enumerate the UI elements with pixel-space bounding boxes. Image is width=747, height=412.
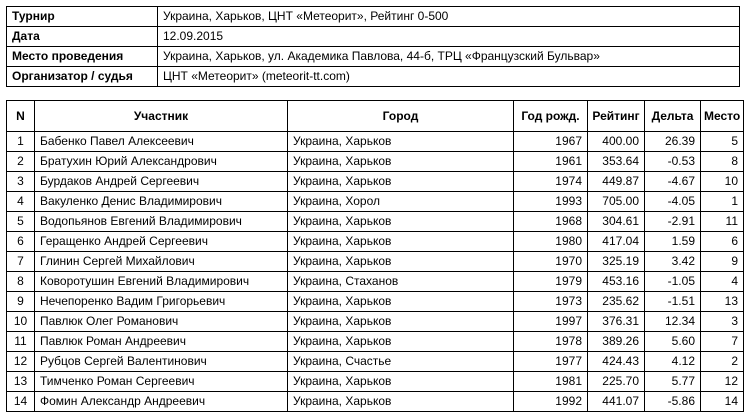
table-row xyxy=(7,372,744,392)
cell-rating: 417.04 xyxy=(588,232,645,252)
cell-delta: 5.77 xyxy=(645,372,701,392)
tournament-info-table xyxy=(6,6,740,87)
results-body xyxy=(7,132,744,412)
cell-n: 9 xyxy=(7,292,35,312)
cell-rating: 376.31 xyxy=(588,312,645,332)
cell-place: 8 xyxy=(701,152,744,172)
cell-year: 1977 xyxy=(514,352,588,372)
cell-city: Украина, Харьков xyxy=(288,332,514,352)
header-city: Город xyxy=(288,101,514,132)
cell-rating: 304.61 xyxy=(588,212,645,232)
table-row xyxy=(7,212,744,232)
header-delta: Дельта xyxy=(645,101,701,132)
cell-place: 10 xyxy=(701,172,744,192)
cell-rating: 449.87 xyxy=(588,172,645,192)
cell-name: Коворотушин Евгений Владимирович xyxy=(35,272,288,292)
cell-city: Украина, Харьков xyxy=(288,212,514,232)
info-row-date xyxy=(7,27,740,47)
table-row xyxy=(7,272,744,292)
cell-place: 4 xyxy=(701,272,744,292)
info-value: Украина, Харьков, ул. Академика Павлова, 44-б, ТРЦ «Французский Бульвар» xyxy=(158,47,740,67)
cell-n: 11 xyxy=(7,332,35,352)
cell-name: Братухин Юрий Александрович xyxy=(35,152,288,172)
cell-delta: -4.05 xyxy=(645,192,701,212)
cell-name: Тимченко Роман Сергеевич xyxy=(35,372,288,392)
cell-rating: 325.19 xyxy=(588,252,645,272)
cell-place: 6 xyxy=(701,232,744,252)
cell-place: 5 xyxy=(701,132,744,152)
table-row xyxy=(7,192,744,212)
cell-rating: 400.00 xyxy=(588,132,645,152)
info-key: Турнир xyxy=(7,7,158,27)
cell-rating: 225.70 xyxy=(588,372,645,392)
cell-rating: 424.43 xyxy=(588,352,645,372)
cell-n: 8 xyxy=(7,272,35,292)
header-name: Участник xyxy=(35,101,288,132)
cell-city: Украина, Харьков xyxy=(288,132,514,152)
cell-delta: 1.59 xyxy=(645,232,701,252)
info-key: Место проведения xyxy=(7,47,158,67)
cell-place: 1 xyxy=(701,192,744,212)
cell-name: Бурдаков Андрей Сергеевич xyxy=(35,172,288,192)
cell-name: Геращенко Андрей Сергеевич xyxy=(35,232,288,252)
cell-place: 14 xyxy=(701,392,744,412)
cell-city: Украина, Харьков xyxy=(288,172,514,192)
cell-n: 1 xyxy=(7,132,35,152)
cell-place: 3 xyxy=(701,312,744,332)
info-row-tournament xyxy=(7,7,740,27)
cell-city: Украина, Харьков xyxy=(288,392,514,412)
cell-year: 1978 xyxy=(514,332,588,352)
cell-year: 1981 xyxy=(514,372,588,392)
cell-year: 1970 xyxy=(514,252,588,272)
header-place: Место xyxy=(701,101,744,132)
cell-rating: 453.16 xyxy=(588,272,645,292)
cell-name: Фомин Александр Андреевич xyxy=(35,392,288,412)
cell-name: Вакуленко Денис Владимирович xyxy=(35,192,288,212)
cell-city: Украина, Харьков xyxy=(288,152,514,172)
cell-city: Украина, Харьков xyxy=(288,232,514,252)
cell-year: 1967 xyxy=(514,132,588,152)
cell-n: 12 xyxy=(7,352,35,372)
cell-year: 1997 xyxy=(514,312,588,332)
cell-city: Украина, Харьков xyxy=(288,292,514,312)
cell-n: 7 xyxy=(7,252,35,272)
cell-year: 1979 xyxy=(514,272,588,292)
cell-n: 4 xyxy=(7,192,35,212)
cell-year: 1992 xyxy=(514,392,588,412)
cell-year: 1973 xyxy=(514,292,588,312)
info-value: 12.09.2015 xyxy=(158,27,740,47)
cell-year: 1993 xyxy=(514,192,588,212)
cell-year: 1961 xyxy=(514,152,588,172)
header-rating: Рейтинг xyxy=(588,101,645,132)
cell-rating: 235.62 xyxy=(588,292,645,312)
cell-delta: 3.42 xyxy=(645,252,701,272)
cell-name: Нечепоренко Вадим Григорьевич xyxy=(35,292,288,312)
cell-year: 1980 xyxy=(514,232,588,252)
cell-n: 2 xyxy=(7,152,35,172)
table-row xyxy=(7,152,744,172)
cell-n: 13 xyxy=(7,372,35,392)
table-row xyxy=(7,292,744,312)
cell-city: Украина, Харьков xyxy=(288,372,514,392)
table-row xyxy=(7,232,744,252)
table-row xyxy=(7,252,744,272)
cell-n: 6 xyxy=(7,232,35,252)
cell-delta: 12.34 xyxy=(645,312,701,332)
results-table xyxy=(6,100,744,412)
cell-delta: 26.39 xyxy=(645,132,701,152)
info-key: Дата xyxy=(7,27,158,47)
cell-name: Рубцов Сергей Валентинович xyxy=(35,352,288,372)
table-row xyxy=(7,172,744,192)
header-year: Год рожд. xyxy=(514,101,588,132)
table-row xyxy=(7,132,744,152)
cell-year: 1974 xyxy=(514,172,588,192)
cell-delta: 4.12 xyxy=(645,352,701,372)
cell-city: Украина, Харьков xyxy=(288,252,514,272)
cell-delta: -2.91 xyxy=(645,212,701,232)
cell-delta: -1.51 xyxy=(645,292,701,312)
cell-rating: 389.26 xyxy=(588,332,645,352)
cell-delta: -1.05 xyxy=(645,272,701,292)
cell-delta: -4.67 xyxy=(645,172,701,192)
cell-n: 5 xyxy=(7,212,35,232)
cell-rating: 705.00 xyxy=(588,192,645,212)
cell-delta: -0.53 xyxy=(645,152,701,172)
cell-city: Украина, Стаханов xyxy=(288,272,514,292)
table-row xyxy=(7,392,744,412)
cell-name: Глинин Сергей Михайлович xyxy=(35,252,288,272)
table-row xyxy=(7,312,744,332)
cell-place: 7 xyxy=(701,332,744,352)
cell-place: 9 xyxy=(701,252,744,272)
header-n: N xyxy=(7,101,35,132)
cell-n: 3 xyxy=(7,172,35,192)
cell-city: Украина, Харьков xyxy=(288,312,514,332)
cell-name: Бабенко Павел Алексеевич xyxy=(35,132,288,152)
cell-name: Водопьянов Евгений Владимирович xyxy=(35,212,288,232)
info-key: Организатор / судья xyxy=(7,67,158,87)
cell-n: 14 xyxy=(7,392,35,412)
results-header-row xyxy=(7,101,744,132)
table-row xyxy=(7,332,744,352)
info-row-venue xyxy=(7,47,740,67)
cell-place: 13 xyxy=(701,292,744,312)
table-row xyxy=(7,352,744,372)
cell-rating: 441.07 xyxy=(588,392,645,412)
info-value: Украина, Харьков, ЦНТ «Метеорит», Рейтинг 0-500 xyxy=(158,7,740,27)
cell-place: 11 xyxy=(701,212,744,232)
cell-place: 2 xyxy=(701,352,744,372)
cell-delta: 5.60 xyxy=(645,332,701,352)
cell-delta: -5.86 xyxy=(645,392,701,412)
info-row-organizer xyxy=(7,67,740,87)
cell-year: 1968 xyxy=(514,212,588,232)
cell-name: Павлюк Роман Андреевич xyxy=(35,332,288,352)
cell-name: Павлюк Олег Романович xyxy=(35,312,288,332)
cell-place: 12 xyxy=(701,372,744,392)
cell-city: Украина, Хорол xyxy=(288,192,514,212)
cell-rating: 353.64 xyxy=(588,152,645,172)
cell-city: Украина, Счастье xyxy=(288,352,514,372)
cell-n: 10 xyxy=(7,312,35,332)
info-value: ЦНТ «Метеорит» (meteorit-tt.com) xyxy=(158,67,740,87)
